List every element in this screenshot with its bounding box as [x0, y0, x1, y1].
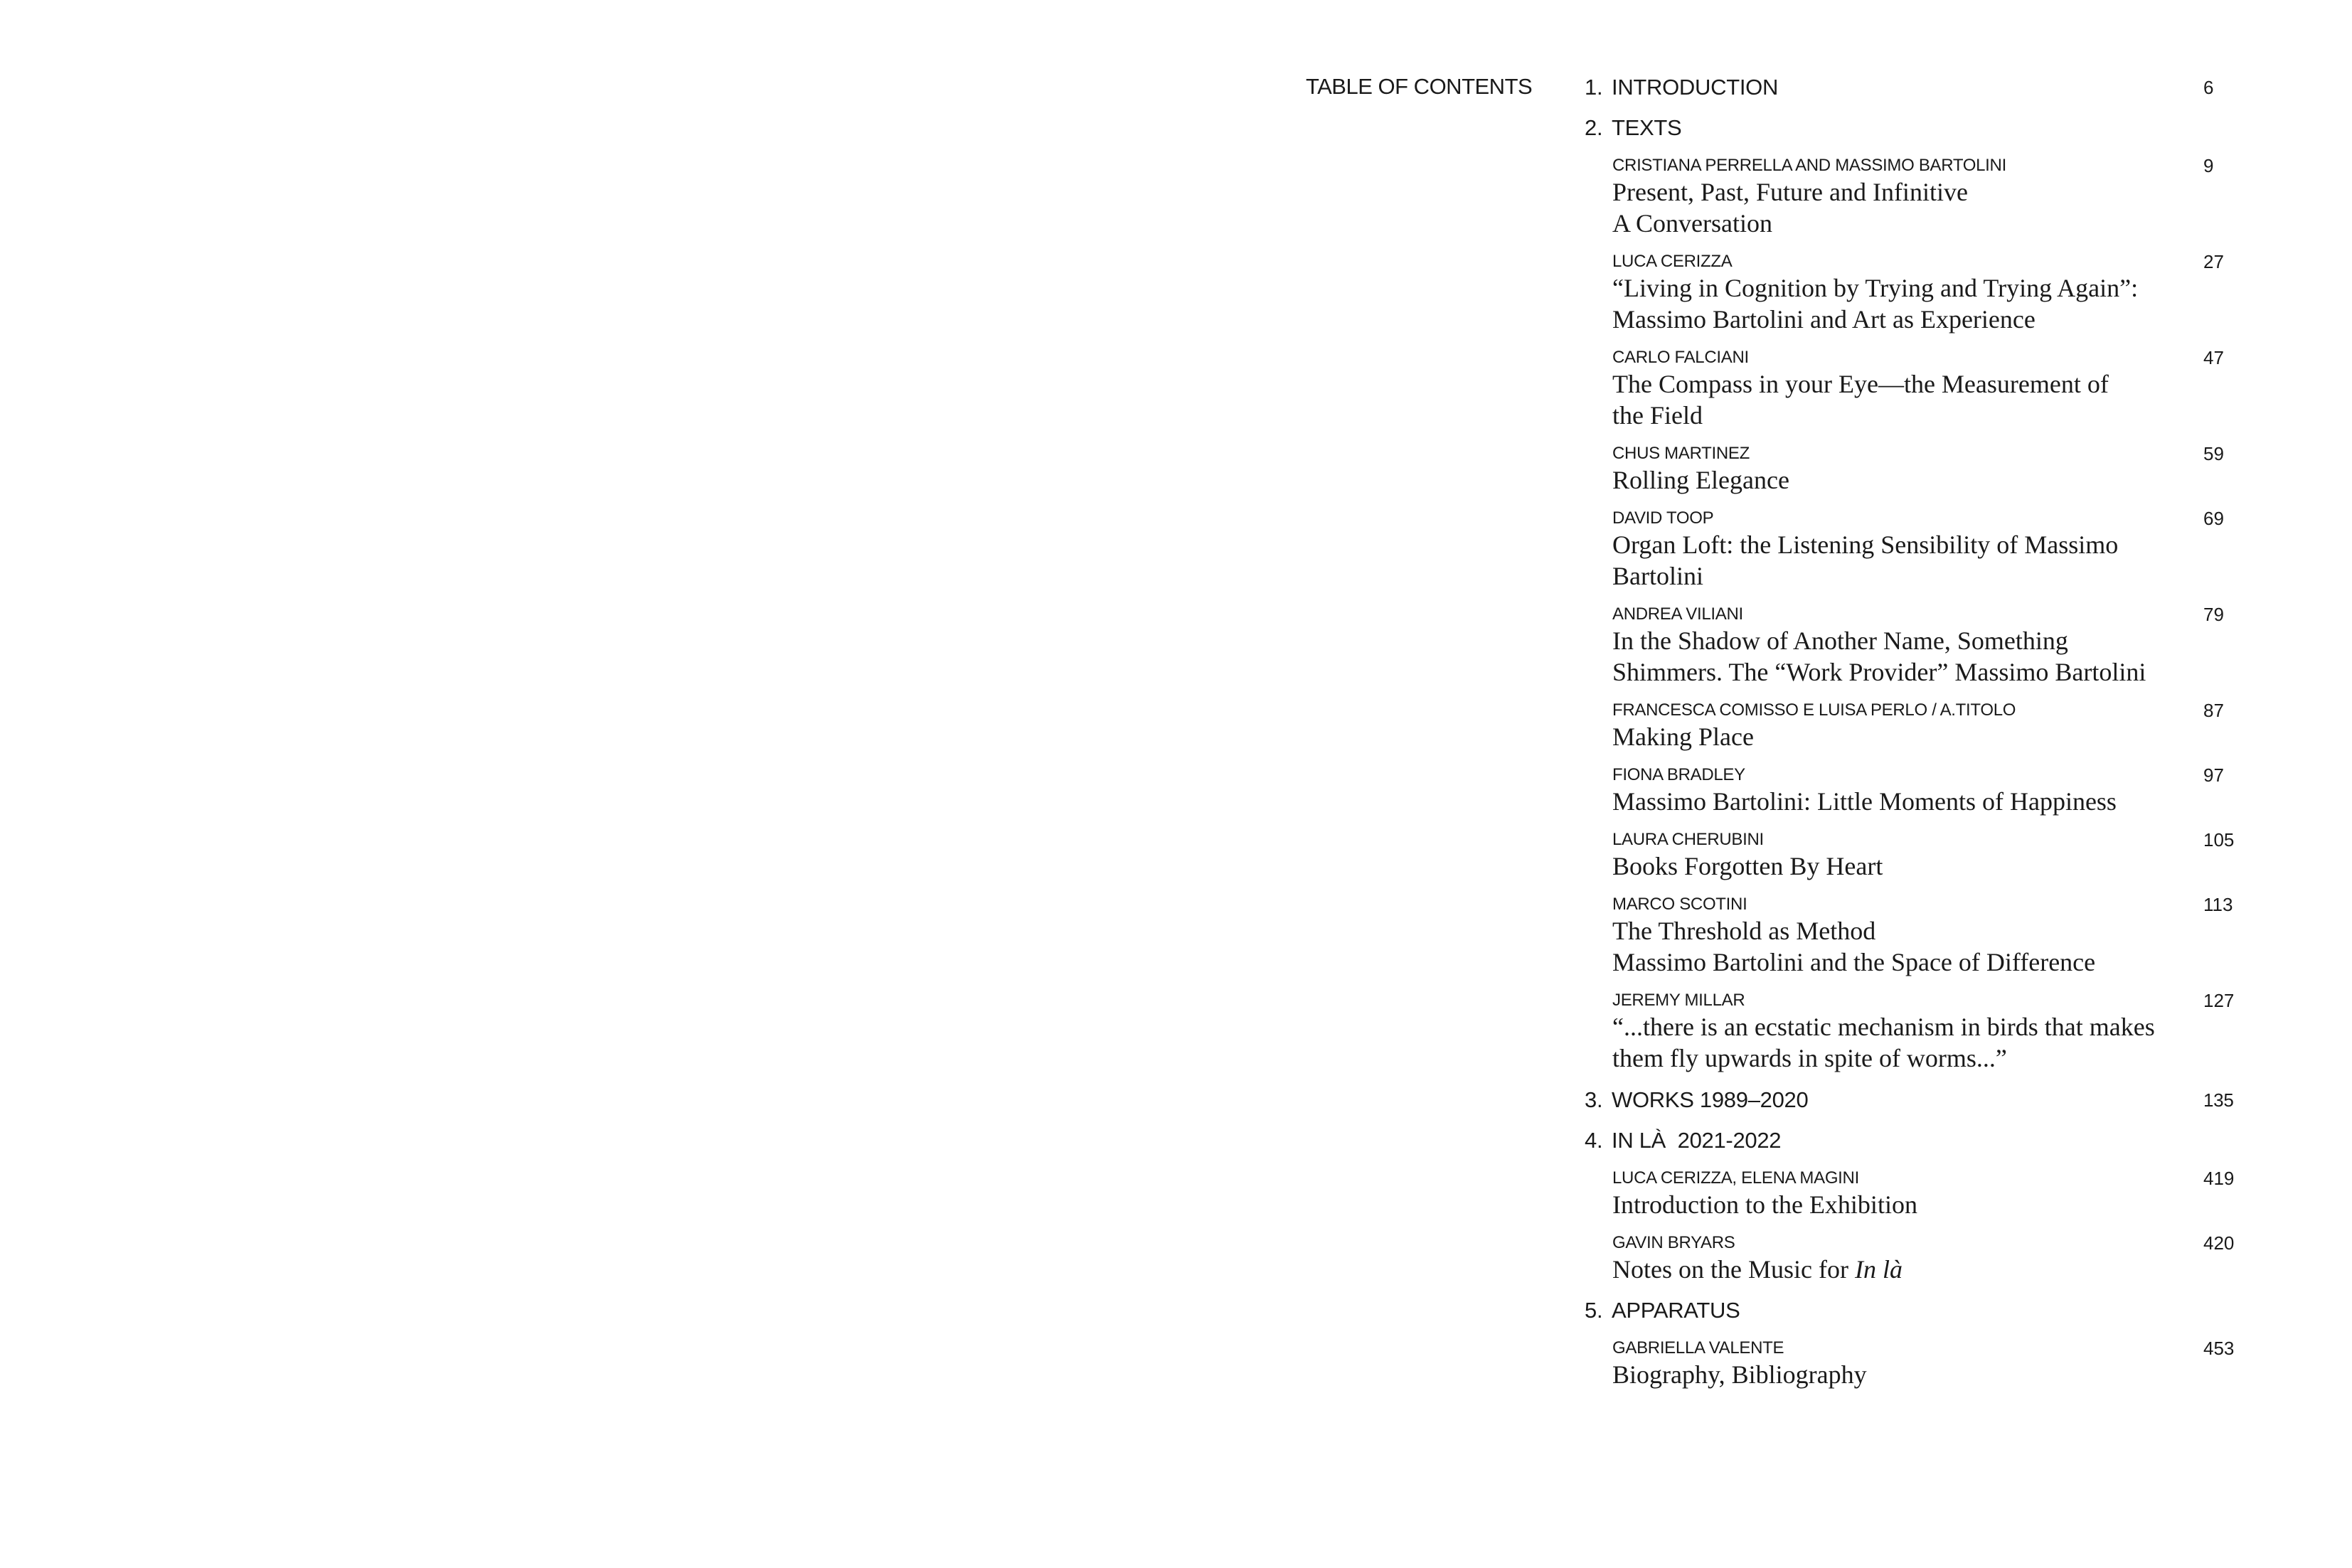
section-number: 5. — [1585, 1298, 1603, 1323]
entry-title: Rolling Elegance — [1612, 466, 1789, 494]
entry-title: The Compass in your Eye—the Measurement of the Field — [1612, 370, 2109, 430]
section-number: 1. — [1585, 75, 1603, 100]
section-title: IN LÀ 2021-2022 — [1612, 1128, 1782, 1153]
page-number: 59 — [2203, 443, 2224, 464]
toc-entry[interactable] — [1585, 1232, 2260, 1285]
section-apparatus[interactable] — [1585, 1297, 2260, 1324]
entry-author: FIONA BRADLEY — [1612, 765, 1745, 784]
toc-label: TABLE OF CONTENTS — [1306, 74, 1533, 99]
entry-author: CHUS MARTINEZ — [1612, 444, 1750, 463]
toc-entry[interactable] — [1585, 155, 2260, 239]
entry-title: Present, Past, Future and Infinitive A Conversation — [1612, 178, 1968, 238]
section-number: 4. — [1585, 1128, 1603, 1153]
entry-title — [1612, 1254, 2181, 1285]
page-number: 420 — [2203, 1232, 2235, 1254]
entry-title: Introduction to the Exhibition — [1612, 1190, 1917, 1219]
section-works[interactable] — [1585, 1087, 2260, 1114]
entry-title: Massimo Bartolini: Little Moments of Happiness — [1612, 787, 2117, 816]
section-title: INTRODUCTION — [1612, 75, 1779, 100]
page-number: 69 — [2203, 508, 2224, 529]
entry-author: FRANCESCA COMISSO E LUISA PERLO / A.TITOLO — [1612, 700, 2016, 720]
page-number: 6 — [2203, 77, 2214, 98]
page-number: 453 — [2203, 1338, 2235, 1359]
page-number: 9 — [2203, 155, 2214, 176]
page-number: 135 — [2203, 1089, 2234, 1111]
toc-entry[interactable] — [1585, 1338, 2260, 1390]
page-number: 97 — [2203, 764, 2224, 786]
toc-entry[interactable] — [1585, 604, 2260, 688]
page-number: 105 — [2203, 829, 2235, 850]
entry-author: CRISTIANA PERRELLA AND MASSIMO BARTOLINI — [1612, 156, 2006, 175]
entry-author: CARLO FALCIANI — [1612, 348, 1749, 367]
toc-entry[interactable] — [1585, 829, 2260, 882]
page-number: 87 — [2203, 700, 2224, 721]
entry-author: GAVIN BRYARS — [1612, 1233, 1735, 1252]
page-number: 79 — [2203, 604, 2224, 625]
entry-title-italic: In là — [1854, 1255, 1903, 1284]
page-number: 127 — [2203, 990, 2235, 1011]
entry-author: MARCO SCOTINI — [1612, 895, 1747, 914]
page-number: 27 — [2203, 251, 2224, 272]
entry-author: LAURA CHERUBINI — [1612, 830, 1764, 849]
section-introduction[interactable] — [1585, 74, 2260, 101]
page-number: 113 — [2203, 894, 2233, 915]
entry-author: LUCA CERIZZA — [1612, 252, 1733, 271]
page-number: 419 — [2203, 1168, 2235, 1189]
section-in-la[interactable] — [1585, 1127, 2260, 1154]
entry-title-text: Notes on the Music for — [1612, 1255, 1855, 1284]
section-texts[interactable] — [1585, 114, 2260, 142]
entry-author: GABRIELLA VALENTE — [1612, 1338, 1784, 1358]
toc-list — [1585, 74, 2260, 1402]
section-number: 3. — [1585, 1087, 1603, 1112]
toc-entry[interactable] — [1585, 990, 2260, 1074]
entry-title: The Threshold as Method Massimo Bartolini and the Space of Difference — [1612, 917, 2096, 976]
entry-title: Books Forgotten By Heart — [1612, 852, 1883, 880]
toc-entry[interactable] — [1585, 764, 2260, 817]
entry-title: Making Place — [1612, 722, 1754, 751]
entry-title: Organ Loft: the Listening Sensibility of Massimo Bartolini — [1612, 530, 2119, 590]
section-title: WORKS 1989–2020 — [1612, 1087, 1809, 1112]
entry-title: “Living in Cognition by Trying and Trying Again”: Massimo Bartolini and Art as Experience — [1612, 274, 2139, 334]
toc-entry[interactable] — [1585, 1168, 2260, 1220]
toc-entry[interactable] — [1585, 508, 2260, 592]
entry-title: In the Shadow of Another Name, Something Shimmers. The “Work Provider” Massimo Bartolini — [1612, 626, 2146, 686]
toc-entry[interactable] — [1585, 347, 2260, 431]
entry-author: JEREMY MILLAR — [1612, 991, 1745, 1010]
section-title: TEXTS — [1612, 115, 1682, 140]
entry-author: LUCA CERIZZA, ELENA MAGINI — [1612, 1168, 1859, 1188]
toc-entry[interactable] — [1585, 251, 2260, 335]
section-title: APPARATUS — [1612, 1298, 1740, 1323]
section-number: 2. — [1585, 115, 1603, 140]
toc-entry[interactable] — [1585, 700, 2260, 752]
toc-entry[interactable] — [1585, 894, 2260, 978]
entry-title: “...there is an ecstatic mechanism in birds that makes them fly upwards in spite of worms...” — [1612, 1013, 2155, 1072]
entry-title: Biography, Bibliography — [1612, 1360, 1867, 1389]
entry-author: ANDREA VILIANI — [1612, 604, 1743, 624]
toc-entry[interactable] — [1585, 443, 2260, 496]
page-number: 47 — [2203, 347, 2224, 368]
entry-author: DAVID TOOP — [1612, 508, 1714, 528]
